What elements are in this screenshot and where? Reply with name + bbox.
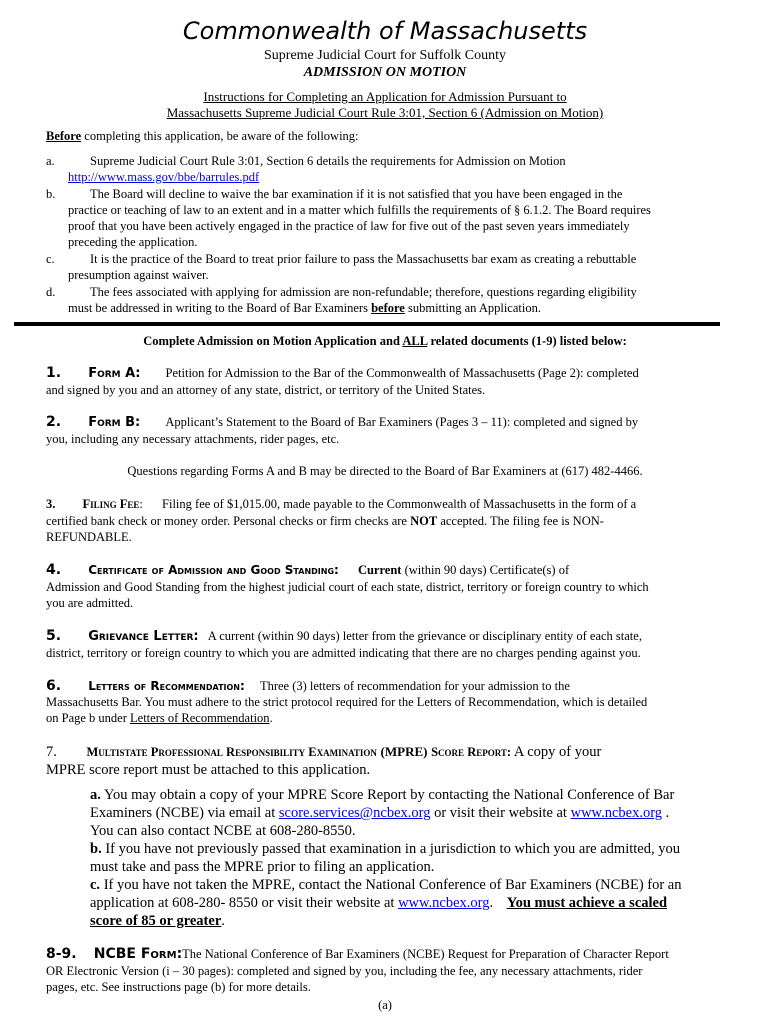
note-d-line2-text: must be addressed in writing to the Board of Bar Examiners bbox=[68, 301, 368, 315]
item-7-mpre: (MPRE) bbox=[380, 744, 428, 759]
item-7a-period: . bbox=[665, 805, 670, 821]
item-2-line2: you, including any necessary attachments, rider pages, etc. bbox=[46, 432, 340, 446]
item-8-9-line2: OR Electronic Version (i – 30 pages): completed and signed by you, including the fee, any necessary attachments, rider bbox=[46, 964, 643, 978]
instructions-heading-line2: Massachusetts Supreme Judicial Court Rule 3:01, Section 6 (Admission on Motion) bbox=[166, 105, 604, 120]
complete-pre: Complete Admission on Motion Application and bbox=[143, 334, 400, 348]
item-7a-line2 bbox=[90, 804, 730, 822]
item-2-heading: Form B bbox=[88, 415, 136, 430]
scaled-score-requirement: You must achieve a scaled bbox=[506, 895, 668, 911]
item-7b-text: If you have not previously passed that examination in a jurisdiction to which you are admitted, you bbox=[105, 841, 680, 857]
item-3-number: 3. bbox=[46, 497, 56, 511]
item-7a-line3: You can also contact NCBE at 608-280-8550. bbox=[90, 823, 356, 839]
item-7a-label: a. bbox=[90, 787, 101, 803]
section-divider bbox=[14, 322, 720, 326]
item-7c-line1 bbox=[90, 876, 730, 894]
item-4-line2: Admission and Good Standing from the highest judicial court of each state, district, territory or foreign country to which bbox=[46, 580, 649, 594]
item-5-heading: Grievance Letter: bbox=[88, 629, 199, 644]
item-2-number: 2. bbox=[46, 414, 62, 430]
item-6-line1: Three (3) letters of recommendation for your admission to the bbox=[259, 679, 570, 693]
item-7-line2: MPRE score report must be attached to this application. bbox=[46, 762, 371, 778]
note-c-line2: presumption against waiver. bbox=[68, 268, 209, 282]
item-2-line1: Applicant’s Statement to the Board of Bar Examiners (Pages 3 – 11): completed and signed by bbox=[165, 415, 639, 429]
item-4-number: 4. bbox=[46, 562, 62, 578]
item-2-colon: : bbox=[135, 415, 141, 430]
item-8-9-number: 8-9. bbox=[46, 946, 77, 962]
item-3 bbox=[46, 496, 726, 512]
item-4-heading: Certificate of Admission and Good Standing: bbox=[88, 563, 339, 577]
item-7c-period: . bbox=[489, 895, 494, 911]
item-1-line2: and signed by you and an attorney of any state, district, or territory of the United States. bbox=[46, 383, 486, 397]
note-b-line3: proof that you have been actively engaged in the practice of law for five out of the past seven years immediately bbox=[68, 219, 630, 233]
item-8-9 bbox=[46, 946, 726, 962]
note-d-label: d. bbox=[46, 285, 56, 299]
item-7b-line1 bbox=[90, 840, 730, 858]
item-7c-text: If you have not taken the MPRE, contact the National Conference of Bar Examiners (NCBE) for an bbox=[103, 877, 682, 893]
item-7a-line1 bbox=[90, 786, 730, 804]
item-3-line1: Filing fee of $1,015.00, made payable to the Commonwealth of Massachusetts in the form of a bbox=[162, 497, 637, 511]
item-5-number: 5. bbox=[46, 628, 62, 644]
note-b-line2: practice or teaching of law to an extent and in a matter which fulfills the requirements of § 6.1.2. The Board requires bbox=[68, 203, 651, 217]
item-6-number: 6. bbox=[46, 678, 62, 694]
document-subtitle: ADMISSION ON MOTION bbox=[303, 65, 467, 80]
item-7-number: 7. bbox=[46, 744, 57, 760]
item-1-line1: Petition for Admission to the Bar of the Commonwealth of Massachusetts (Page 2): completed bbox=[165, 366, 639, 380]
item-3-line2-text: certified bank check or money order. Personal checks or firm checks are bbox=[46, 514, 407, 528]
letters-of-recommendation-ref: Letters of Recommendation bbox=[130, 711, 270, 725]
item-7b-label: b. bbox=[90, 841, 102, 857]
item-5-line2: district, territory or foreign country to which you are admitted indicating that there are no charges pending against you. bbox=[46, 646, 641, 660]
before-rest: completing this application, be aware of the following: bbox=[84, 129, 359, 143]
item-4-line3: you are admitted. bbox=[46, 596, 134, 610]
page-number: (a) bbox=[378, 998, 392, 1012]
ncbe-website-link[interactable]: www.ncbex.org bbox=[570, 805, 663, 821]
note-a-text: Supreme Judicial Court Rule 3:01, Section 6 details the requirements for Admission on Motion bbox=[90, 154, 566, 168]
item-3-line2-end: accepted. The filing fee is NON- bbox=[440, 514, 604, 528]
item-6 bbox=[46, 678, 726, 694]
item-6-line2: Massachusetts Bar. You must adhere to the strict protocol required for the Letters of Recommendation, which is detailed bbox=[46, 695, 648, 709]
item-7-line1: A copy of your bbox=[513, 744, 602, 760]
page-title: Commonwealth of Massachusetts bbox=[182, 17, 588, 45]
instructions-heading-line1: Instructions for Completing an Application for Admission Pursuant to bbox=[203, 89, 567, 104]
complete-post: related documents (1-9) listed below: bbox=[430, 334, 627, 348]
score-85-requirement: score of 85 or greater bbox=[90, 913, 222, 929]
item-3-heading: Filing Fee bbox=[82, 497, 140, 511]
before-word: Before bbox=[46, 129, 82, 143]
item-7 bbox=[46, 743, 726, 761]
forms-questions-note: Questions regarding Forms A and B may be directed to the Board of Bar Examiners at (617) 482-4466. bbox=[127, 464, 643, 478]
note-d-line2 bbox=[68, 300, 541, 316]
item-3-line3: REFUNDABLE. bbox=[46, 530, 132, 544]
note-b-line1: The Board will decline to waive the bar examination if it is not satisfied that you have been engaged in the bbox=[90, 187, 623, 201]
item-8-9-line1: The National Conference of Bar Examiners (NCBE) Request for Preparation of Character Report bbox=[182, 947, 669, 961]
note-b-label: b. bbox=[46, 187, 56, 201]
item-1-heading: Form A bbox=[88, 366, 136, 381]
item-6-heading: Letters of Recommendation: bbox=[88, 679, 245, 693]
item-4-line1: (within 90 days) Certificate(s) of bbox=[404, 563, 570, 577]
court-name: Supreme Judicial Court for Suffolk County bbox=[264, 48, 506, 63]
item-7c-line3 bbox=[90, 912, 225, 930]
item-8-9-heading: NCBE Form: bbox=[93, 946, 183, 962]
item-7c-line2 bbox=[90, 894, 730, 912]
item-1 bbox=[46, 365, 726, 382]
item-5 bbox=[46, 628, 726, 645]
item-6-line3-text: on Page b under bbox=[46, 711, 127, 725]
not-emphasis: NOT bbox=[410, 514, 438, 528]
complete-instruction bbox=[0, 333, 770, 349]
item-2 bbox=[46, 414, 726, 431]
before-intro bbox=[46, 128, 359, 144]
item-1-number: 1. bbox=[46, 365, 62, 381]
note-a-label: a. bbox=[46, 154, 55, 168]
item-1-colon: : bbox=[135, 366, 141, 381]
before-emphasis: before bbox=[371, 301, 405, 315]
item-7c-end: . bbox=[221, 913, 225, 929]
note-d-line1: The fees associated with applying for admission are non-refundable; therefore, questions regarding eligibility bbox=[90, 285, 637, 299]
item-7-heading: Multistate Professional Responsibility Examination bbox=[86, 745, 377, 759]
item-4 bbox=[46, 562, 726, 578]
note-c-line1: It is the practice of the Board to treat prior failure to pass the Massachusetts bar exam as creating a rebuttable bbox=[90, 252, 637, 266]
item-6-line3 bbox=[46, 710, 726, 726]
item-7a-website-intro: or visit their website at bbox=[434, 805, 567, 821]
note-d-line2-end: submitting an Application. bbox=[407, 301, 541, 315]
item-6-period: . bbox=[269, 711, 273, 725]
item-7c-line2-text: application at 608-280- 8550 or visit their website at bbox=[90, 895, 395, 911]
item-8-9-line3: pages, etc. See instructions page (b) for more details. bbox=[46, 980, 311, 994]
item-7b-line2: must take and pass the MPRE prior to filing an application. bbox=[90, 859, 435, 875]
item-7a-email-intro: Examiners (NCBE) via email at bbox=[90, 805, 276, 821]
item-7c-label: c. bbox=[90, 877, 101, 893]
complete-all: ALL bbox=[402, 334, 428, 348]
note-c-label: c. bbox=[46, 252, 55, 266]
item-3-colon: : bbox=[139, 497, 143, 511]
item-7a-text: You may obtain a copy of your MPRE Score Report by contacting the National Conference of Bar bbox=[103, 787, 675, 803]
item-4-current: Current bbox=[357, 563, 402, 577]
item-7-score-report: Score Report: bbox=[431, 745, 512, 759]
ncbe-website-link-2[interactable]: www.ncbex.org bbox=[398, 895, 490, 911]
item-5-line1: A current (within 90 days) letter from the grievance or disciplinary entity of each state, bbox=[207, 629, 642, 643]
barrules-link[interactable]: http://www.mass.gov/bbe/barrules.pdf bbox=[68, 170, 260, 184]
note-b-line4: preceding the application. bbox=[68, 235, 198, 249]
item-3-line2 bbox=[46, 513, 726, 529]
ncbe-email-link[interactable]: score.services@ncbex.org bbox=[278, 805, 431, 821]
